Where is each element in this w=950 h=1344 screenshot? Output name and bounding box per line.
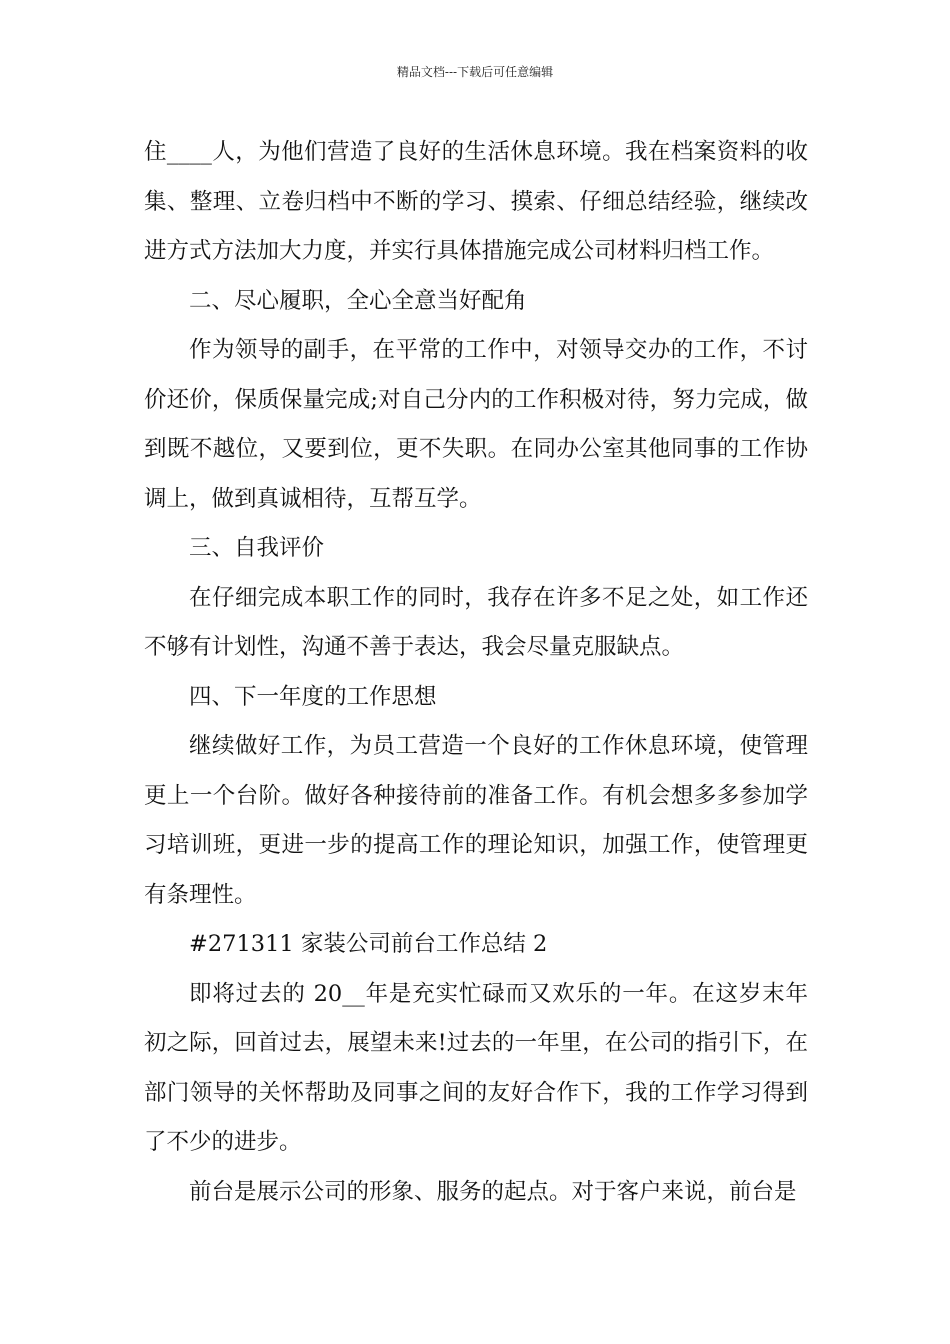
section-heading-next-year: 四、下一年度的工作思想 bbox=[189, 683, 437, 710]
paragraph-self-evaluation: 在仔细完成本职工作的同时，我存在许多不足之处，如工作还不够有计划性，沟通不善于表达，我会尽量克服缺点。 bbox=[144, 584, 808, 660]
page-header: 精品文档---下载后可任意编辑 bbox=[396, 65, 554, 79]
section-heading-duty: 二、尽心履职，全心全意当好配角 bbox=[189, 287, 527, 314]
article-title-2: #271311 家装公司前台工作总结 2 bbox=[189, 931, 548, 957]
paragraph-dormitory-archive: 住____人，为他们营造了良好的生活休息环境。我在档案资料的收集、整理、立卷归档中不断的学习、摸索、仔细总结经验，继续改进方式方法加大力度，并实行具体措施完成公司材料归档工作。 bbox=[144, 139, 808, 264]
paragraph-next-year-plan: 继续做好工作，为员工营造一个良好的工作休息环境，使管理更上一个台阶。做好各种接待前的准备工作。有机会想多多参加学习培训班，更进一步的提高工作的理论知识，加强工作，使管理更有条理性。 bbox=[144, 733, 808, 908]
section-heading-self-evaluation: 三、自我评价 bbox=[189, 535, 325, 561]
paragraph-front-desk: 前台是展示公司的形象、服务的起点。对于客户来说，前台是 bbox=[189, 1178, 797, 1205]
paragraph-deputy-role: 作为领导的副手，在平常的工作中，对领导交办的工作，不讨价还价，保质保量完成;对自己分内的工作积极对待，努力完成，做到既不越位，又要到位，更不失职。在同办公室其他同事的工作协调上，做到真诚相待，互帮互学。 bbox=[144, 337, 808, 512]
document-body bbox=[144, 128, 808, 1217]
paragraph-year-review: 即将过去的 20__年是充实忙碌而又欢乐的一年。在这岁末年初之际，回首过去，展望未来!过去的一年里，在公司的指引下，在部门领导的关怀帮助及同事之间的友好合作下，我的工作学习得到了不少的进步。 bbox=[144, 980, 808, 1155]
